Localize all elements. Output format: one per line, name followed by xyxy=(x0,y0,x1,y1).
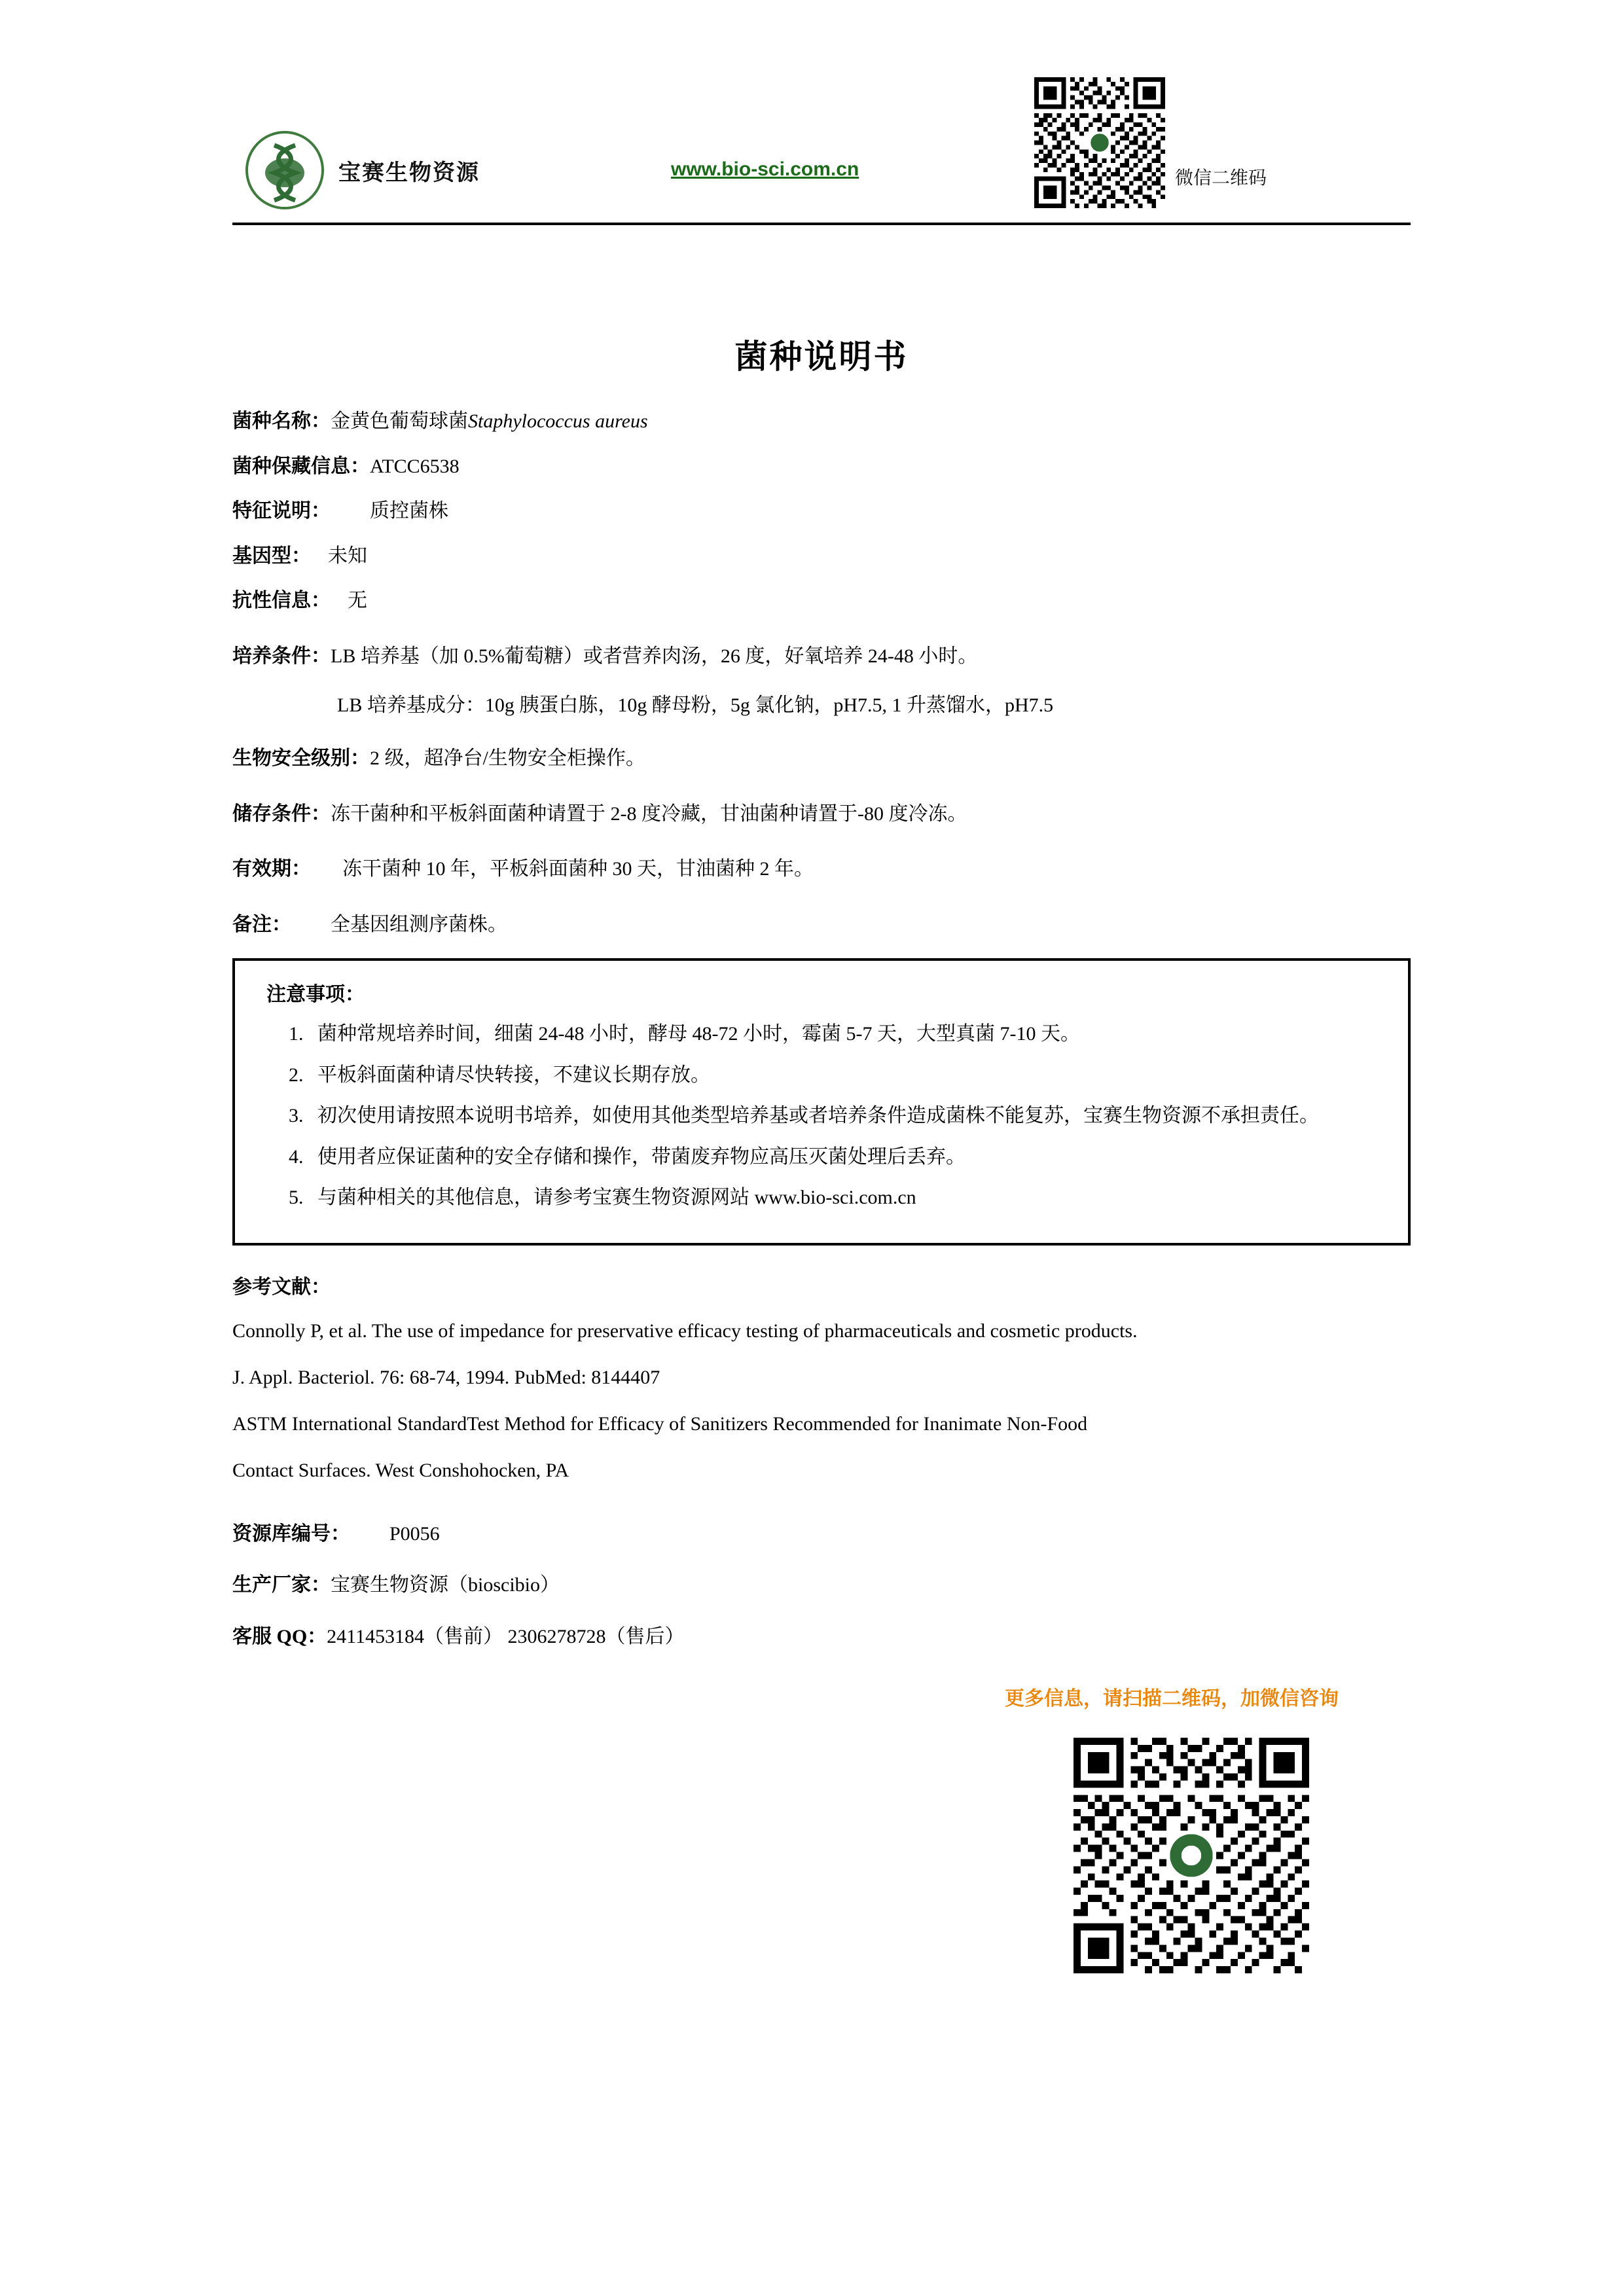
notice-item: 4. 使用者应保证菌种的安全存储和操作，带菌废弃物应高压灭菌处理后丢弃。 xyxy=(308,1141,1386,1174)
document-header xyxy=(232,0,1411,298)
field-value: 金黄色葡萄球菌 xyxy=(331,410,468,432)
qr-code-icon-top[interactable] xyxy=(1034,77,1165,208)
company-name: 宝赛生物资源 xyxy=(338,160,480,185)
qr-bottom-svg xyxy=(1074,1738,1309,1973)
field-separator: ： xyxy=(311,410,331,432)
specification-fields xyxy=(232,406,1411,940)
field-storage-conditions xyxy=(232,799,1411,830)
field-manufacturer xyxy=(232,1570,1411,1601)
field-label: 菌种保藏信息 xyxy=(232,455,350,477)
field-label: 基因型 xyxy=(232,545,291,567)
field-label: 储存条件 xyxy=(232,802,311,825)
field-label: 抗性信息 xyxy=(232,590,311,611)
field-value: ATCC6538 xyxy=(370,455,460,477)
field-label: 客服 QQ xyxy=(232,1625,308,1647)
field-separator: ： xyxy=(311,500,331,522)
notice-item: 3. 初次使用请按照本说明书培养，如使用其他类型培养基或者培养条件造成菌株不能复苏，宝赛生物资源不承担责任。 xyxy=(308,1100,1386,1132)
reference-line: Contact Surfaces. West Conshohocken, PA xyxy=(232,1459,569,1481)
notice-item: 5. 与菌种相关的其他信息，请参考宝赛生物资源网站 www.bio-sci.com.cn xyxy=(308,1182,1386,1214)
field-shelf-life xyxy=(232,854,1411,885)
notice-item: 2. 平板斜面菌种请尽快转接，不建议长期存放。 xyxy=(308,1060,1386,1092)
reference-line: J. Appl. Bacteriol. 76: 68-74, 1994. PubMed: 8144407 xyxy=(232,1366,660,1388)
field-resistance xyxy=(232,586,1411,617)
field-separator: ： xyxy=(291,858,311,880)
field-value-species: Staphylococcus aureus xyxy=(468,410,648,432)
qr-code-icon-bottom[interactable] xyxy=(1074,1738,1309,1973)
notice-title: 注意事项： xyxy=(266,984,365,1005)
field-separator: ： xyxy=(272,913,291,935)
document-content xyxy=(232,0,1411,1710)
field-label: 生物安全级别 xyxy=(232,747,350,769)
field-separator: ： xyxy=(311,590,331,611)
field-value: P0056 xyxy=(389,1522,440,1545)
field-biosafety-level xyxy=(232,744,1411,774)
website-link[interactable]: www.bio-sci.com.cn xyxy=(671,158,859,180)
wechat-qr-label: 微信二维码 xyxy=(1175,168,1267,188)
medium-composition: LB 培养基成分：10g 胰蛋白胨，10g 酵母粉，5g 氯化钠，pH7.5, 1 升蒸馏水，pH7.5 xyxy=(337,694,1054,716)
field-value: 冻干菌种 10 年，平板斜面菌种 30 天，甘油菌种 2 年。 xyxy=(342,858,814,880)
field-label: 生产厂家 xyxy=(232,1574,311,1596)
references-title: 参考文献： xyxy=(232,1276,331,1298)
page-title: 菌种说明书 xyxy=(734,338,909,375)
promo-text: 更多信息，请扫描二维码，加微信咨询 xyxy=(1005,1688,1339,1710)
field-separator: ： xyxy=(311,645,331,667)
field-catalog-number xyxy=(232,1519,1411,1550)
field-separator: ： xyxy=(350,747,370,769)
field-separator: ： xyxy=(291,545,311,567)
field-customer-qq xyxy=(232,1622,1411,1653)
reference-line: Connolly P, et al. The use of impedance for preservative efficacy testing of pharmaceuticals and cosmetic products. xyxy=(232,1319,1138,1342)
field-separator: ： xyxy=(311,802,331,825)
field-label: 有效期 xyxy=(232,858,291,880)
qr-top-svg xyxy=(1034,77,1165,208)
notice-list xyxy=(257,1018,1386,1214)
reference-line: ASTM International StandardTest Method for Efficacy of Sanitizers Recommended for Inanimate Non-Food xyxy=(232,1412,1088,1435)
field-value: 未知 xyxy=(328,545,367,567)
field-label: 培养条件 xyxy=(232,645,311,667)
field-label: 特征说明 xyxy=(232,500,311,522)
field-characteristics xyxy=(232,496,1411,527)
field-value: 全基因组测序菌株。 xyxy=(331,913,507,935)
notice-item: 1. 菌种常规培养时间，细菌 24-48 小时，酵母 48-72 小时，霉菌 5-7 天，大型真菌 7-10 天。 xyxy=(308,1018,1386,1050)
field-separator: ： xyxy=(311,1574,331,1596)
field-remarks xyxy=(232,910,1411,941)
field-separator: ： xyxy=(331,1522,350,1545)
field-value: 质控菌株 xyxy=(370,500,448,522)
field-value: 2 级，超净台/生物安全柜操作。 xyxy=(370,747,645,769)
field-strain-name xyxy=(232,406,1411,437)
field-genotype xyxy=(232,541,1411,572)
field-value: LB 培养基（加 0.5%葡萄糖）或者营养肉汤，26 度，好氧培养 24-48 小时。 xyxy=(331,645,978,667)
field-separator: ： xyxy=(350,455,370,477)
field-separator: ： xyxy=(307,1625,327,1647)
header-divider xyxy=(232,223,1411,225)
brand-logo xyxy=(245,131,480,209)
field-culture-conditions xyxy=(232,641,1411,672)
logo-svg xyxy=(248,134,321,207)
field-value: 宝赛生物资源（bioscibio） xyxy=(331,1574,560,1596)
field-collection-info xyxy=(232,452,1411,482)
field-label: 菌种名称 xyxy=(232,410,311,432)
field-value: 无 xyxy=(348,590,367,611)
field-value: 2411453184（售前） 2306278728（售后） xyxy=(327,1625,685,1647)
field-label: 备注 xyxy=(232,913,272,935)
field-label: 资源库编号 xyxy=(232,1522,331,1545)
notice-box xyxy=(232,958,1411,1246)
dna-leaf-logo-icon xyxy=(245,131,324,209)
bottom-info xyxy=(232,1519,1411,1653)
field-value: 冻干菌种和平板斜面菌种请置于 2-8 度冷藏，甘油菌种请置于-80 度冷冻。 xyxy=(331,802,967,825)
